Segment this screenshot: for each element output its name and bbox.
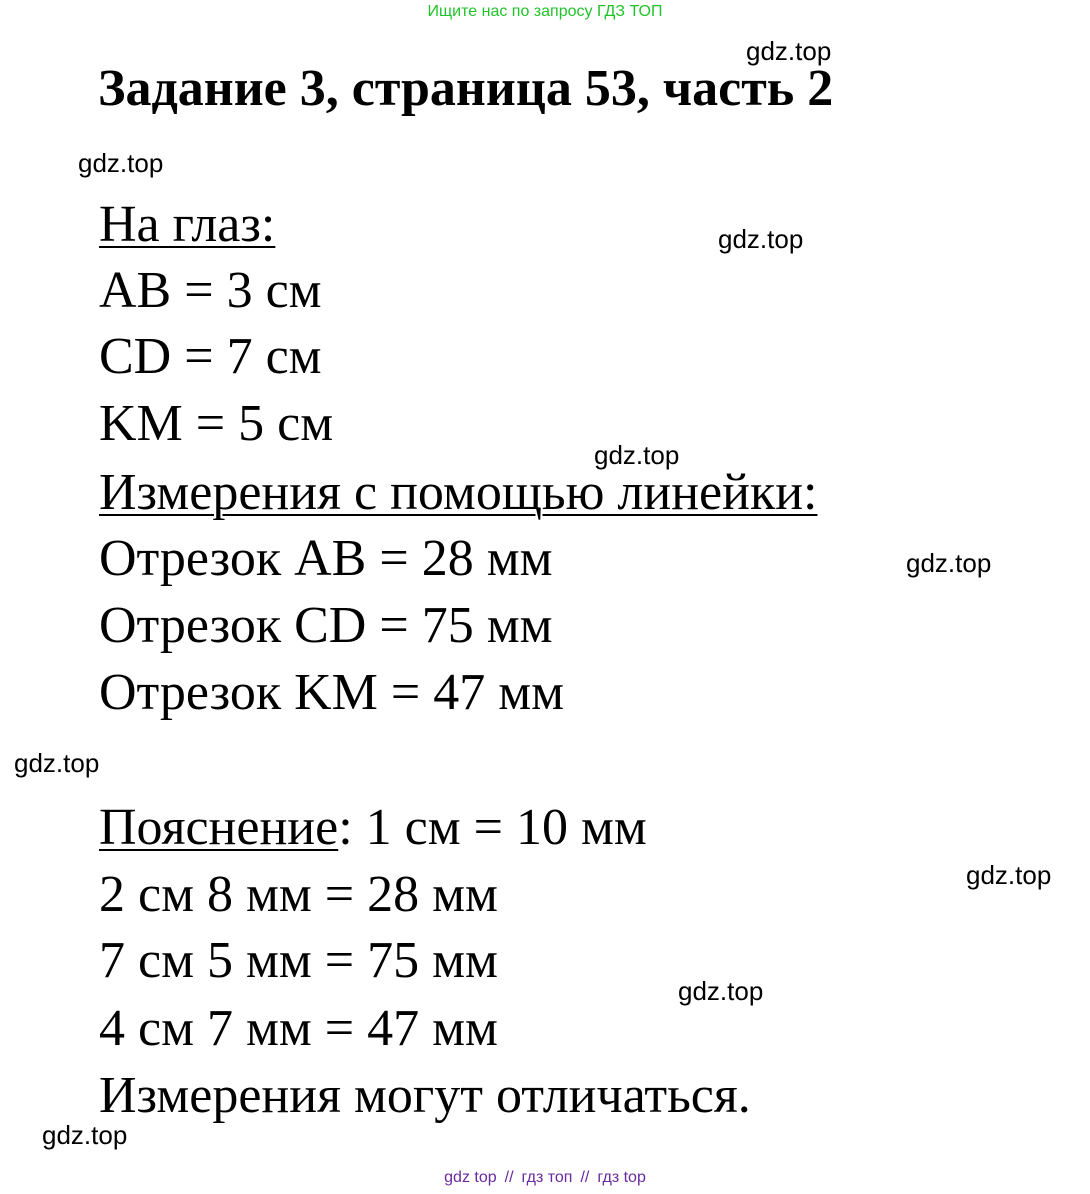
watermark: gdz.top <box>718 224 804 254</box>
watermark: gdz.top <box>746 36 832 66</box>
ruler-line-km: Отрезок KM = 47 мм <box>99 664 565 721</box>
watermark: gdz.top <box>594 440 680 470</box>
ruler-line-ab: Отрезок AB = 28 мм <box>99 530 553 587</box>
explanation-rest: : 1 см = 10 мм <box>338 799 647 856</box>
note-line: Измерения могут отличаться. <box>99 1067 751 1124</box>
watermark: gdz.top <box>966 860 1052 890</box>
top-banner: Ищите нас по запросу ГДЗ ТОП <box>427 3 663 20</box>
explanation-line <box>99 795 647 861</box>
page-title: Задание 3, страница 53, часть 2 <box>98 60 834 117</box>
footer-separator: // <box>580 1169 590 1186</box>
watermark: gdz.top <box>678 976 764 1006</box>
footer-link-gdz-top[interactable]: gdz top <box>444 1169 497 1186</box>
conversion-line-cd: 7 см 5 мм = 75 мм <box>99 932 498 989</box>
conversion-line-ab: 2 см 8 мм = 28 мм <box>99 866 498 923</box>
explanation-heading: Пояснение <box>99 799 339 856</box>
footer-link-gdz-top-ru[interactable]: гдз топ <box>521 1169 573 1186</box>
eye-section-heading: На глаз: <box>99 196 276 253</box>
watermark: gdz.top <box>906 548 992 578</box>
conversion-line-km: 4 см 7 мм = 47 мм <box>99 1000 498 1057</box>
ruler-section-heading: Измерения с помощью линейки: <box>99 464 818 521</box>
eye-line-cd: CD = 7 см <box>99 328 322 385</box>
watermark: gdz.top <box>42 1120 128 1150</box>
eye-line-km: KM = 5 см <box>99 395 334 452</box>
ruler-line-cd: Отрезок CD = 75 мм <box>99 597 553 654</box>
footer-separator: // <box>504 1169 514 1186</box>
footer-link-gdz-top-mixed[interactable]: гдз top <box>597 1169 646 1186</box>
watermark: gdz.top <box>14 748 100 778</box>
eye-line-ab: AB = 3 см <box>99 262 322 319</box>
watermark: gdz.top <box>78 148 164 178</box>
footer <box>0 1168 1090 1188</box>
